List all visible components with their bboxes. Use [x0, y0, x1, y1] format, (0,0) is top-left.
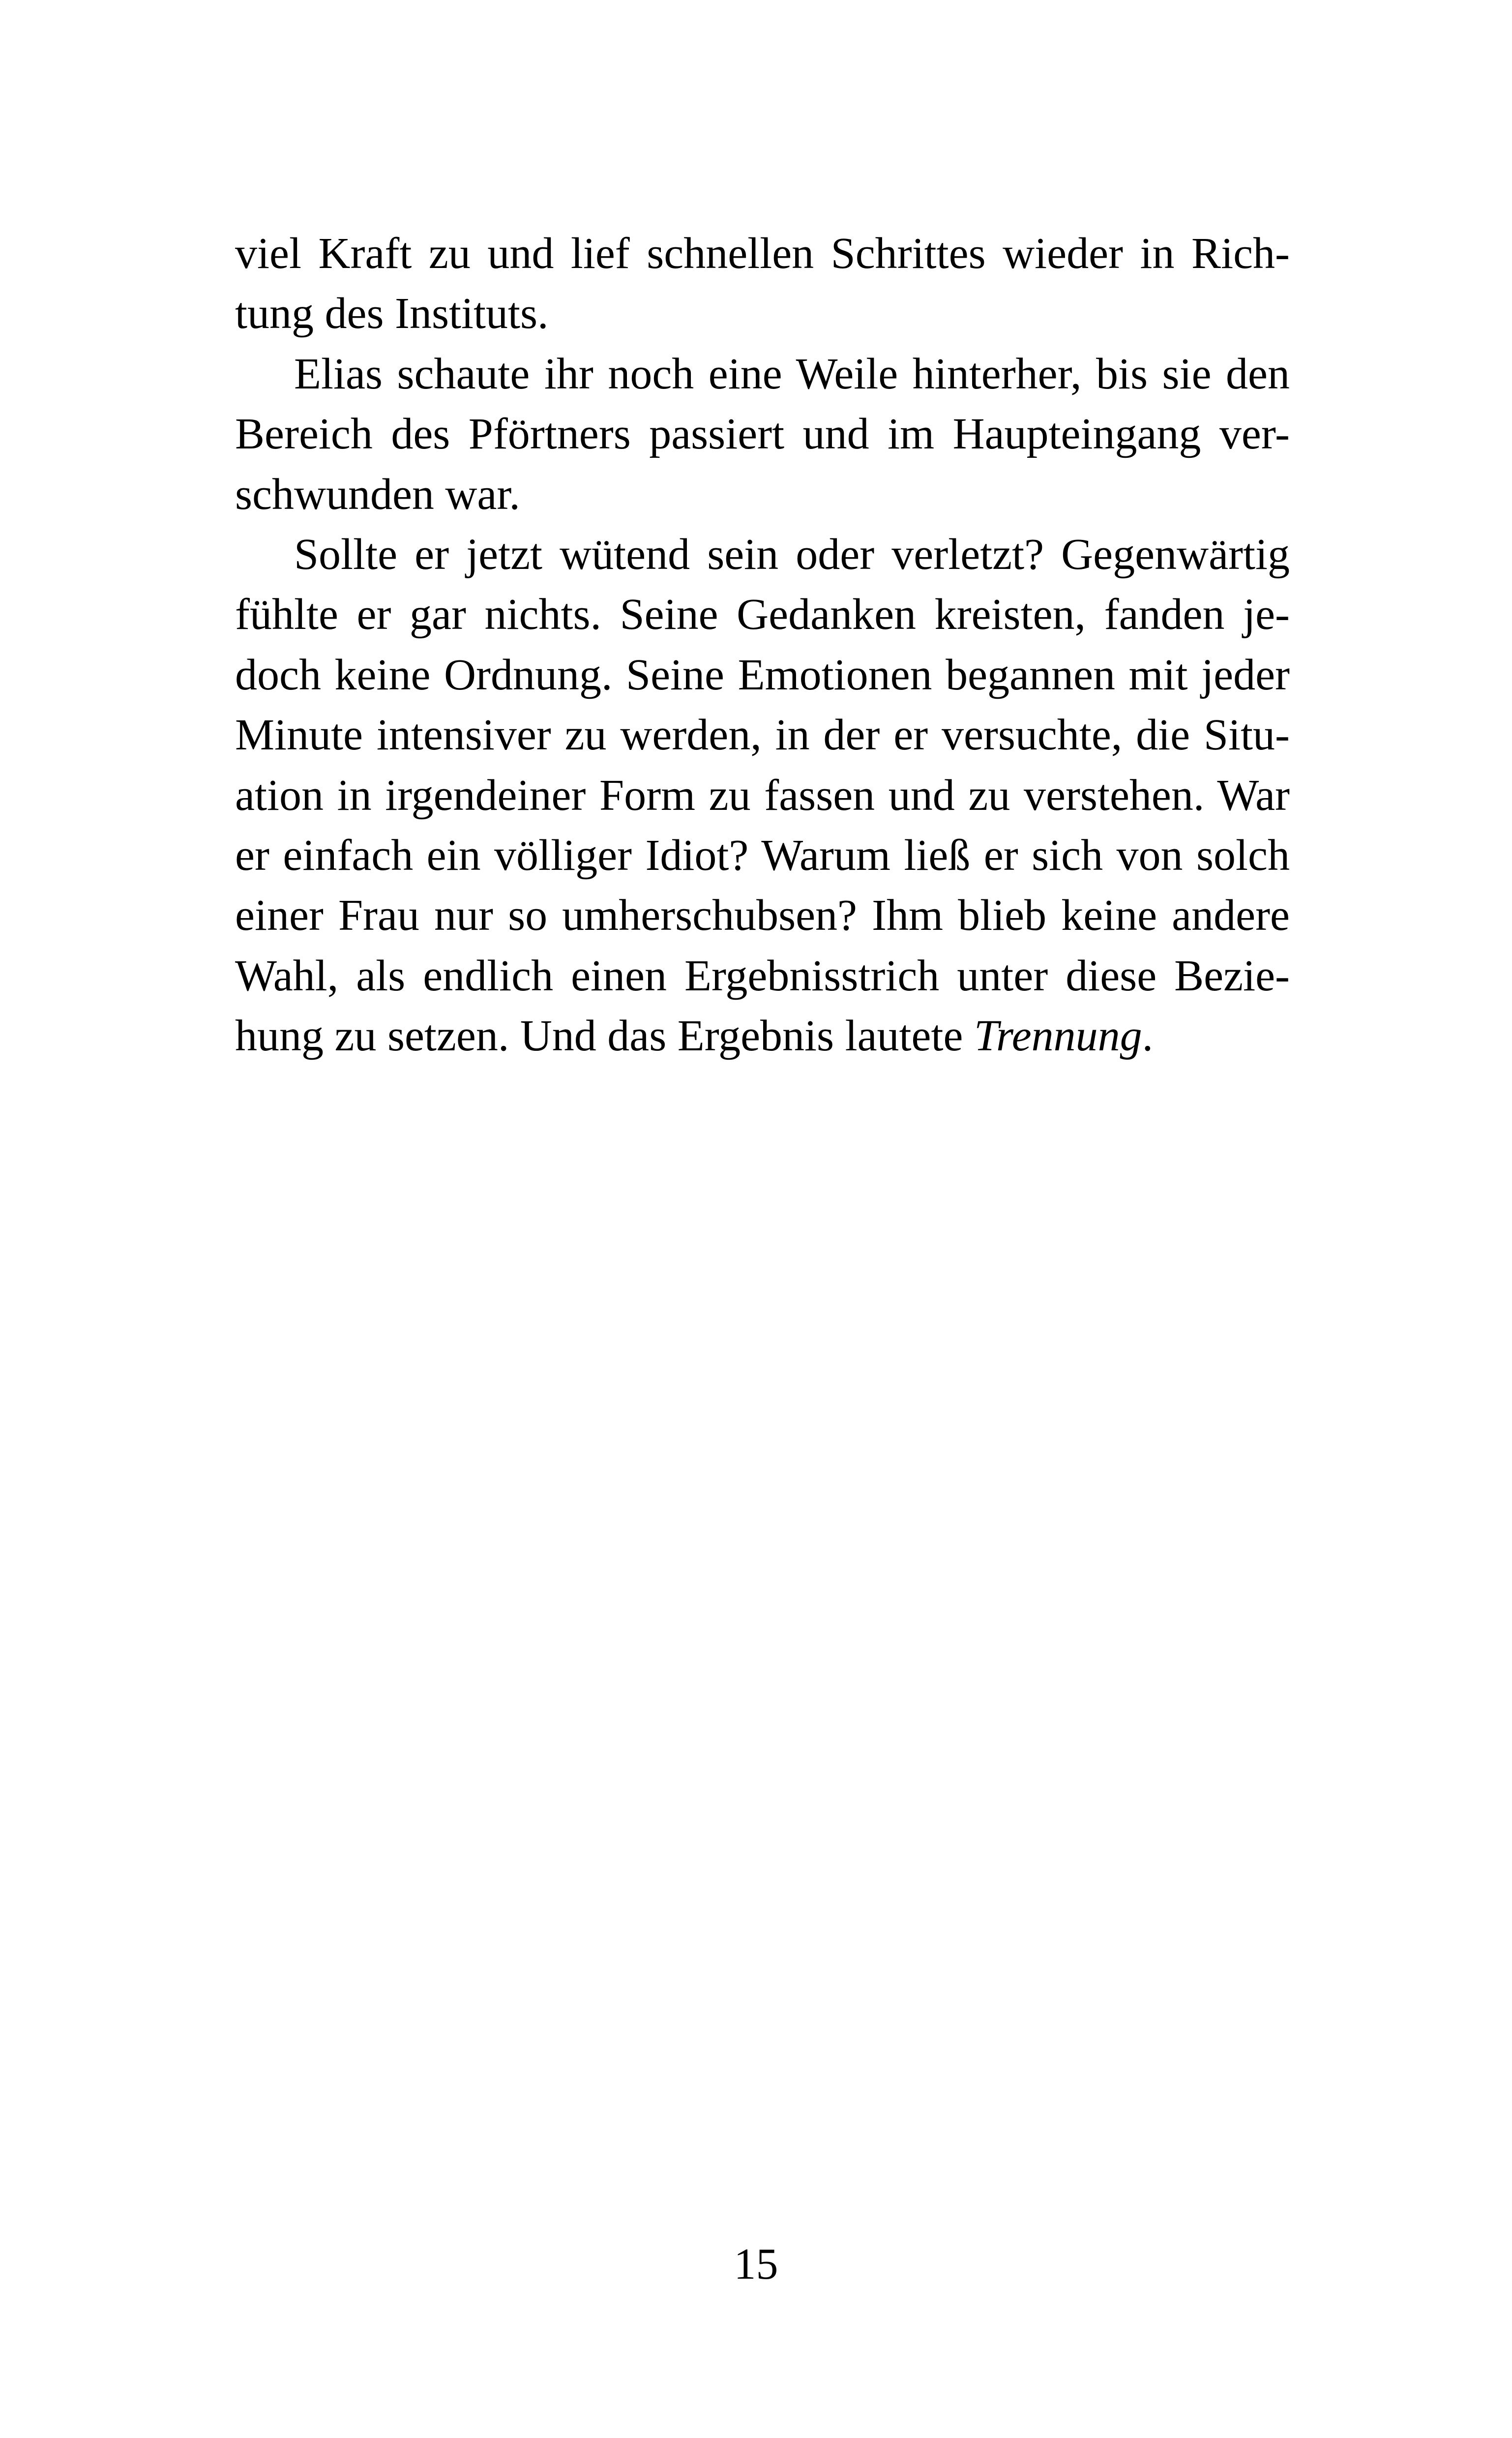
text-line-final [235, 1006, 1290, 1066]
text-fragment: hung zu setzen. Und das Ergebnis lautete [235, 1011, 974, 1061]
body-text [235, 224, 1290, 1066]
text-line: fühlte er gar nichts. Seine Gedanken kreisten, fanden je- [235, 590, 1290, 639]
text-line: Minute intensiver zu werden, in der er versuchte, die Situ- [235, 711, 1290, 760]
text-line: ation in irgendeiner Form zu fassen und zu verstehen. War [235, 771, 1290, 820]
text-line: viel Kraft zu und lief schnellen Schrittes wieder in Rich- [235, 229, 1290, 278]
text-line: Wahl, als endlich einen Ergebnisstrich unter diese Bezie- [235, 951, 1290, 1000]
text-line: er einfach ein völliger Idiot? Warum ließ er sich von solch [235, 831, 1290, 880]
text-line: tung des Instituts. [235, 289, 549, 338]
text-line: Elias schaute ihr noch eine Weile hinterher, bis sie den [294, 349, 1290, 398]
text-fragment: . [1142, 1011, 1154, 1061]
text-line: Sollte er jetzt wütend sein oder verletzt? Gegenwärtig [294, 530, 1290, 579]
page-number: 15 [734, 2240, 778, 2289]
text-line: Bereich des Pförtners passiert und im Haupteingang ver- [235, 410, 1290, 459]
text-line: schwunden war. [235, 470, 520, 519]
emphasized-word: Trennung [974, 1011, 1142, 1061]
text-line: doch keine Ordnung. Seine Emotionen begannen mit jeder [235, 650, 1290, 699]
text-line: einer Frau nur so umherschubsen? Ihm blieb keine andere [235, 891, 1290, 940]
